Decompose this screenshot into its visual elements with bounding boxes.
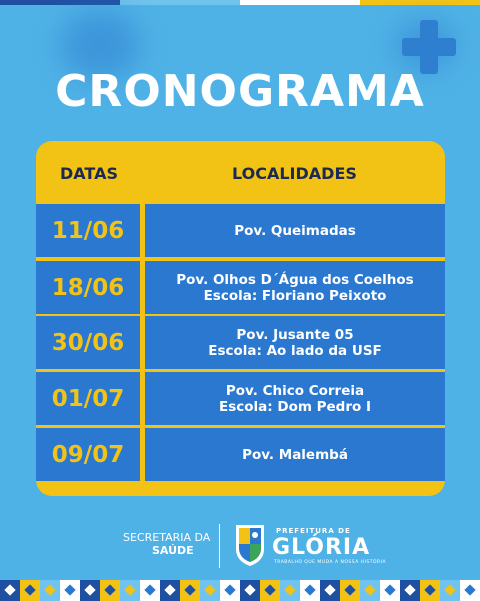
diamond-tile-pattern — [0, 580, 480, 601]
table-header — [36, 141, 445, 204]
pattern-tile — [420, 580, 440, 601]
date-cell: 30/06 — [36, 316, 140, 369]
page-title: CRONOGRAMA — [55, 66, 425, 117]
pattern-tile — [240, 580, 260, 601]
pattern-tile — [40, 580, 60, 601]
schedule-table — [36, 141, 445, 496]
pattern-tile — [440, 580, 460, 601]
prefeitura-label: PREFEITURA DE — [276, 527, 351, 535]
date-cell: 01/07 — [36, 372, 140, 425]
pattern-tile — [220, 580, 240, 601]
pattern-tile — [60, 580, 80, 601]
diamond-icon — [64, 584, 75, 595]
pattern-tile — [360, 580, 380, 601]
secretaria-line2: SAÚDE — [152, 544, 194, 557]
location-cell — [145, 204, 445, 257]
location-cell — [145, 316, 445, 369]
pattern-tile — [200, 580, 220, 601]
city-name: GLÓRIA — [272, 535, 371, 560]
pattern-tile — [0, 580, 20, 601]
diamond-icon — [184, 584, 195, 595]
pattern-tile — [140, 580, 160, 601]
secretaria-logo — [123, 531, 210, 557]
pattern-tile — [300, 580, 320, 601]
pattern-tile — [100, 580, 120, 601]
diamond-icon — [304, 584, 315, 595]
pattern-tile — [280, 580, 300, 601]
pattern-tile — [120, 580, 140, 601]
table-row — [36, 428, 445, 481]
location-cell — [145, 261, 445, 314]
pattern-tile — [80, 580, 100, 601]
table-row — [36, 204, 445, 257]
diamond-icon — [364, 584, 375, 595]
diamond-icon — [384, 584, 395, 595]
location-line: Pov. Jusante 05 — [236, 326, 354, 343]
footer-logos — [0, 518, 480, 574]
city-slogan: TRABALHO QUE MUDA A NOSSA HISTÓRIA — [274, 560, 387, 565]
location-line: Pov. Malembá — [242, 446, 348, 463]
pattern-tile — [320, 580, 340, 601]
diamond-icon — [4, 584, 15, 595]
location-line: Pov. Chico Correia — [225, 382, 365, 399]
diamond-icon — [344, 584, 355, 595]
header-locations: LOCALIDADES — [232, 164, 357, 183]
table-body — [36, 204, 445, 484]
diamond-icon — [284, 584, 295, 595]
pattern-tile — [180, 580, 200, 601]
diamond-icon — [84, 584, 95, 595]
diamond-icon — [424, 584, 435, 595]
pattern-tile — [260, 580, 280, 601]
location-line: Escola: Floriano Peixoto — [203, 287, 387, 304]
diamond-icon — [104, 584, 115, 595]
diamond-icon — [324, 584, 335, 595]
location-line: Pov. Olhos D´Água dos Coelhos — [176, 271, 414, 288]
table-row — [36, 372, 445, 425]
diamond-icon — [464, 584, 475, 595]
diamond-icon — [264, 584, 275, 595]
table-row — [36, 316, 445, 369]
location-line: Pov. Queimadas — [234, 222, 356, 239]
diamond-icon — [144, 584, 155, 595]
diamond-icon — [204, 584, 215, 595]
table-row — [36, 261, 445, 314]
diamond-icon — [444, 584, 455, 595]
diamond-icon — [124, 584, 135, 595]
secretaria-line1: SECRETARIA DA — [123, 531, 211, 544]
location-line: Escola: Dom Pedro I — [219, 398, 371, 415]
date-cell: 11/06 — [36, 204, 140, 257]
diamond-icon — [24, 584, 35, 595]
top-color-stripe — [0, 0, 480, 5]
date-cell: 18/06 — [36, 261, 140, 314]
footer-divider — [219, 524, 220, 568]
date-cell: 09/07 — [36, 428, 140, 481]
pattern-tile — [340, 580, 360, 601]
pattern-tile — [460, 580, 480, 601]
diamond-icon — [164, 584, 175, 595]
pattern-tile — [380, 580, 400, 601]
diamond-icon — [404, 584, 415, 595]
diamond-icon — [244, 584, 255, 595]
pattern-tile — [20, 580, 40, 601]
diamond-icon — [44, 584, 55, 595]
pattern-tile — [400, 580, 420, 601]
header-dates: DATAS — [60, 164, 118, 183]
pattern-tile — [160, 580, 180, 601]
location-cell — [145, 428, 445, 481]
municipal-crest-icon — [233, 523, 267, 567]
location-cell — [145, 372, 445, 425]
location-line: Escola: Ao lado da USF — [208, 342, 382, 359]
diamond-icon — [224, 584, 235, 595]
